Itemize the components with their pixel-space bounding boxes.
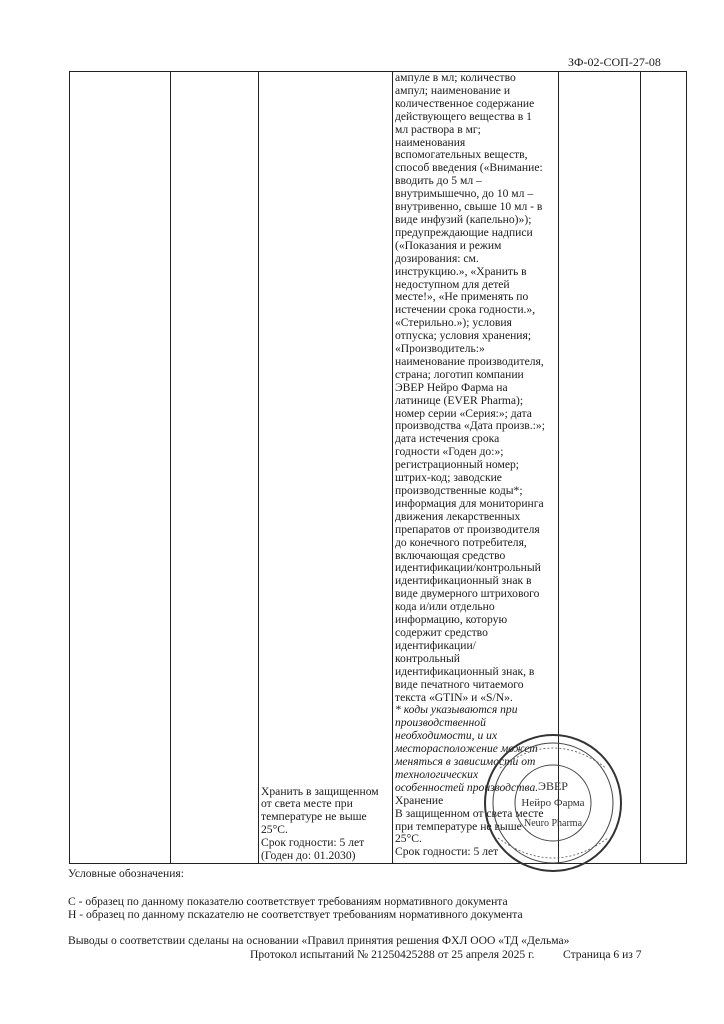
storage-label: Хранение: [395, 793, 444, 807]
svg-text:Нейро Фарма: Нейро Фарма: [521, 797, 585, 809]
storage-requirement-col4: В защищенном от света месте при температуре не выше 25°С.: [395, 806, 544, 846]
legend-c-line: С - образец по данному показателю соответствует требованиям нормативного документа: [68, 895, 508, 908]
shelf-life-col4: Срок годности: 5 лет: [395, 845, 499, 859]
legend-title: Условные обозначения:: [68, 867, 184, 880]
shelf-life-col3: Срок годности: 5 лет (Годен до: 01.2030): [261, 836, 365, 863]
storage-requirement-col3: Хранить в защищенном от света месте при температуре не выше 25°С.: [261, 784, 379, 837]
legend-n-line: Н - образец по данному пскazателю не соответствует требованиям нормативного документа: [68, 908, 523, 921]
codes-footnote: * коды указываются при производственной необходимости, и их месторасположение может меняться в зависимости от технологических особенностей производства.: [395, 703, 539, 794]
document-number: ЗФ-02-СОП-27-08: [568, 55, 661, 69]
table-cell-col6: [641, 72, 687, 864]
table-cell-col3: [259, 72, 393, 864]
page-number: Страница 6 из 7: [563, 948, 642, 961]
svg-text:Neuro Pharma: Neuro Pharma: [523, 818, 583, 829]
conclusion-line: Выводы о соответствии сделаны на основании «Правил принятия решения ФХЛ ООО «ТД «Дельма»: [68, 934, 570, 947]
protocol-line: Протокол испытаний № 21250425288 от 25 апреля 2025 г.: [250, 948, 535, 961]
table-cell-col1: [70, 72, 171, 864]
labeling-spec-text: ампуле в мл; количество ампул; наименование и количественное содержание действующего вещества в 1 мл раствора в мг; наименования вспомогательных веществ, способ введения («Внимание: вводить до 5 мл – внутримышечно, до 10 мл – внутривенно, свыше 10 мл - в виде инфузий (капельно)»); предупреждающие надписи («Показания и режим дозирования: см. инструкцию.», «Хранить в недоступном для детей месте!», «Не применять по истечении срока годности.», «Стерильно.»); условия отпуска; условия хранения; «Производитель:» наименование производителя, страна; логотип компании ЭВЕР Нейро Фарма на латинице (EVER Pharma); номер серии «Серия:»; дата производства «Дата произв.:»; дата истечения срока годности «Годен до:»; регистрационный номер; штрих-код; заводские производственные коды*; информация для мониторинга движения лекарственных препаратов от производителя до конечного потребителя, включающая средство идентификации/контрольный идентификационный знак в виде двумерного штрихового кода и/или отдельно информацию, которую содержит средство идентификации/ контрольный идентификационный знак, в виде печатного читаемого текста «GTIN» и «S/N».: [395, 71, 545, 704]
company-seal: [478, 728, 628, 878]
svg-text:ЭВЕР: ЭВЕР: [538, 779, 568, 793]
table-cell-col2: [171, 72, 259, 864]
